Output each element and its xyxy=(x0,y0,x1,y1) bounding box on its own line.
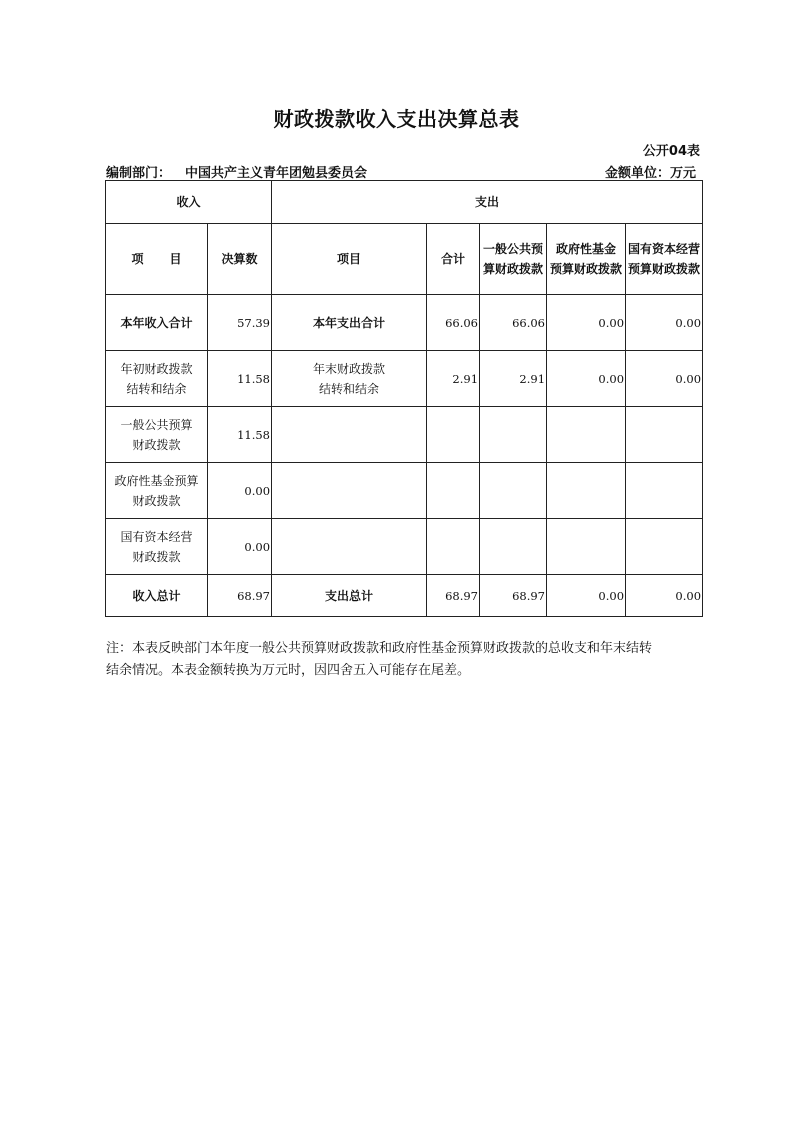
income-label xyxy=(106,463,208,519)
state-capital-value: 0.00 xyxy=(626,351,703,407)
income-value: 11.58 xyxy=(208,351,272,407)
general-budget-header xyxy=(480,224,547,295)
empty-cell xyxy=(272,463,427,519)
state-capital-header xyxy=(626,224,703,295)
state-capital-value: 0.00 xyxy=(626,295,703,351)
department-info xyxy=(106,162,367,181)
gov-fund-header-line1: 政府性基金 xyxy=(556,242,617,256)
general-budget-value: 68.97 xyxy=(480,575,547,617)
income-label xyxy=(106,519,208,575)
income-label-line2: 财政拨款 xyxy=(132,493,181,508)
empty-cell xyxy=(547,407,626,463)
table-row xyxy=(106,295,703,351)
state-capital-header-line1: 国有资本经营 xyxy=(628,242,701,256)
income-label: 本年收入合计 xyxy=(106,295,208,351)
gov-fund-value: 0.00 xyxy=(547,295,626,351)
table-row-total xyxy=(106,575,703,617)
total-value: 66.06 xyxy=(427,295,480,351)
general-budget-header-line1: 一般公共预 xyxy=(483,242,544,256)
gov-fund-header xyxy=(547,224,626,295)
empty-cell xyxy=(626,463,703,519)
footnote-line1: 注：本表反映部门本年度一般公共预算财政拨款和政府性基金预算财政拨款的总收支和年末结转 xyxy=(106,641,653,656)
empty-cell xyxy=(626,407,703,463)
general-budget-header-line2: 算财政拨款 xyxy=(483,262,544,276)
header-row-group xyxy=(106,181,703,224)
income-label xyxy=(106,407,208,463)
footnote-line2: 结余情况。本表金额转换为万元时，因四舍五入可能存在尾差。 xyxy=(106,663,471,678)
gov-fund-header-line2: 预算财政拨款 xyxy=(550,262,623,276)
state-capital-header-line2: 预算财政拨款 xyxy=(628,262,701,276)
empty-cell xyxy=(480,407,547,463)
income-value: 0.00 xyxy=(208,463,272,519)
income-label-line1: 一般公共预算 xyxy=(120,417,193,432)
empty-cell xyxy=(547,463,626,519)
expense-item-header: 项目 xyxy=(272,224,427,295)
total-header: 合计 xyxy=(427,224,480,295)
income-label-line2: 结转和结余 xyxy=(126,381,187,396)
empty-cell xyxy=(427,463,480,519)
expense-label-line1: 年末财政拨款 xyxy=(313,361,386,376)
table-row xyxy=(106,351,703,407)
income-label-line2: 财政拨款 xyxy=(132,549,181,564)
income-value: 0.00 xyxy=(208,519,272,575)
income-label xyxy=(106,351,208,407)
department-name: 中国共产主义青年团勉县委员会 xyxy=(185,166,368,181)
income-item-header-b: 目 xyxy=(169,252,182,266)
budget-summary-table xyxy=(105,180,703,617)
income-item-header-a: 项 xyxy=(131,252,144,266)
expense-label: 本年支出合计 xyxy=(272,295,427,351)
empty-cell xyxy=(272,519,427,575)
income-value: 57.39 xyxy=(208,295,272,351)
empty-cell xyxy=(480,519,547,575)
header-row-columns xyxy=(106,224,703,295)
empty-cell xyxy=(547,519,626,575)
income-value: 11.58 xyxy=(208,407,272,463)
table-row xyxy=(106,519,703,575)
general-budget-value: 2.91 xyxy=(480,351,547,407)
page-title: 财政拨款收入支出决算总表 xyxy=(273,107,520,131)
footnote xyxy=(106,638,702,682)
amount-unit: 金额单位：万元 xyxy=(604,166,696,181)
expense-label xyxy=(272,351,427,407)
income-item-header xyxy=(106,224,208,295)
table-row xyxy=(106,463,703,519)
income-header: 收入 xyxy=(106,181,272,224)
empty-cell xyxy=(272,407,427,463)
income-value: 68.97 xyxy=(208,575,272,617)
expense-label: 支出总计 xyxy=(272,575,427,617)
meta-row xyxy=(106,162,702,180)
final-amount-header: 决算数 xyxy=(208,224,272,295)
income-label-line1: 年初财政拨款 xyxy=(120,361,193,376)
income-label-line1: 国有资本经营 xyxy=(120,529,193,544)
form-number: 公开04表 xyxy=(642,144,700,159)
total-value: 68.97 xyxy=(427,575,480,617)
income-label-line1: 政府性基金预算 xyxy=(114,473,199,488)
total-value: 2.91 xyxy=(427,351,480,407)
general-budget-value: 66.06 xyxy=(480,295,547,351)
state-capital-value: 0.00 xyxy=(626,575,703,617)
empty-cell xyxy=(480,463,547,519)
table-row xyxy=(106,407,703,463)
income-label: 收入总计 xyxy=(106,575,208,617)
income-label-line2: 财政拨款 xyxy=(132,437,181,452)
empty-cell xyxy=(427,519,480,575)
expense-header: 支出 xyxy=(272,181,703,224)
gov-fund-value: 0.00 xyxy=(547,575,626,617)
empty-cell xyxy=(427,407,480,463)
gov-fund-value: 0.00 xyxy=(547,351,626,407)
expense-label-line2: 结转和结余 xyxy=(319,381,380,396)
empty-cell xyxy=(626,519,703,575)
department-label: 编制部门： xyxy=(106,166,172,181)
